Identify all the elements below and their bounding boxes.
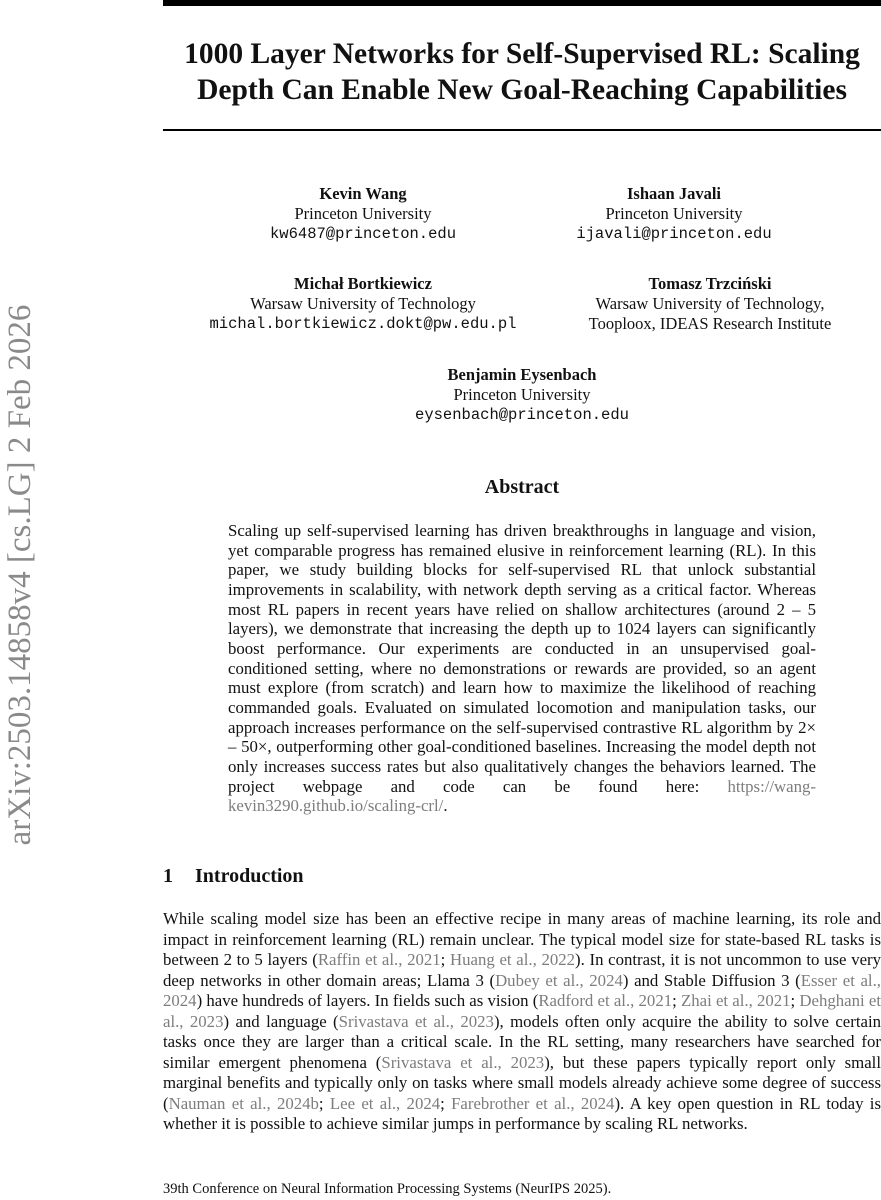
section-title: Introduction: [195, 865, 304, 887]
body-text: ), but these papers typically report only small marginal benefits and typically only on tasks where small models already achieve some degree of success (: [163, 1052, 881, 1113]
citation-link[interactable]: Raffin et al., 2021: [317, 950, 441, 969]
abstract-heading: Abstract: [484, 476, 560, 498]
top-rule: [163, 0, 881, 6]
footer-note: 39th Conference on Neural Information Processing Systems (NeurIPS 2025).: [163, 1181, 612, 1197]
body-text: ) have hundreds of layers. In fields such as vision (: [196, 991, 539, 1010]
body-text: ;: [790, 991, 800, 1010]
author-name: Kevin Wang: [319, 184, 407, 203]
author-name: Ishaan Javali: [627, 184, 721, 203]
body-text: ). In contrast, it is not uncommon to use very deep networks in other domain areas; Llama 3 (: [163, 950, 881, 990]
author-email[interactable]: eysenbach@princeton.edu: [415, 406, 629, 424]
section-heading: [163, 865, 304, 888]
intro-paragraph: [163, 909, 881, 1135]
author-block: [183, 274, 543, 334]
citation-link[interactable]: Esser et al., 2024: [163, 970, 881, 1010]
author-name: Benjamin Eysenbach: [447, 365, 597, 384]
section-number: 1: [163, 865, 173, 887]
citation-link[interactable]: Lee et al., 2024: [329, 1093, 441, 1113]
citation-link[interactable]: Huang et al., 2022: [450, 950, 576, 969]
author-affiliation: Princeton University: [605, 204, 743, 223]
author-affiliation: Warsaw University of Technology: [250, 294, 476, 313]
author-name: Tomasz Trzciński: [648, 274, 772, 293]
author-email[interactable]: ijavali@princeton.edu: [576, 225, 772, 243]
author-block: [183, 184, 543, 244]
title-line-2: Depth Can Enable New Goal-Reaching Capabilities: [197, 74, 847, 106]
project-url-link[interactable]: https://wang-kevin3290.github.io/scaling-crl/: [228, 776, 816, 816]
author-affiliation: Princeton University: [453, 385, 591, 404]
body-text: ). A key open question in RL today is whether it is possible to achieve similar jumps in performance by scaling RL networks.: [163, 1093, 881, 1133]
title-line-1: 1000 Layer Networks for Self-Supervised RL: Scaling: [184, 38, 860, 70]
body-text: ;: [440, 950, 451, 969]
author-block: [525, 274, 881, 334]
author-block: [494, 184, 854, 244]
author-affiliation: Princeton University: [294, 204, 432, 223]
body-text: Scaling up self-supervised learning has driven breakthroughs in language and vision, yet comparable progress has remained elusive in reinforcement learning (RL). In this paper, we study building blocks for self-supervised RL that unlock substantial improvements in scalability, with network depth serving as a critical factor. Whereas most RL papers in recent years have relied on shallow architectures (around 2 – 5 layers), we demonstrate that increasing the depth up to 1024 layers can significantly boost performance. Our experiments are conducted in an unsupervised goal-conditioned setting, where no demonstrations or rewards are provided, so an agent must explore (from scratch) and learn how to maximize the likelihood of reaching commanded goals. Evaluated on simulated locomotion and manipulation tasks, our approach increases performance on the self-supervised contrastive RL algorithm by 2× – 50×, outperforming other goal-conditioned baselines. Increasing the model depth not only increases success rates but also qualitatively changes the behaviors learned. The project webpage and code can be found here:: [228, 521, 816, 796]
author-block: [342, 365, 702, 425]
title-rule: [163, 129, 881, 131]
citation-link[interactable]: Farebrother et al., 2024: [451, 1093, 615, 1113]
author-email[interactable]: kw6487@princeton.edu: [269, 225, 457, 243]
citation-link[interactable]: Zhai et al., 2021: [680, 991, 791, 1010]
body-text: ) and Stable Diffusion 3 (: [622, 970, 801, 990]
body-text: While scaling model size has been an effective recipe in many areas of machine learning, its role and impact in reinforcement learning (RL) remain unclear. The typical model size for state-based RL tasks is between 2 to 5 layers (: [163, 909, 881, 969]
body-text: ) and language (: [223, 1011, 339, 1031]
arxiv-identifier: arXiv:2503.14858v4 [cs.LG] 2 Feb 2026: [2, 304, 38, 846]
author-email[interactable]: michal.bortkiewicz.dokt@pw.edu.pl: [209, 315, 517, 333]
citation-link[interactable]: Srivastava et al., 2023: [338, 1011, 494, 1031]
body-text: .: [443, 796, 448, 816]
citation-link[interactable]: Nauman et al., 2024b: [168, 1093, 319, 1113]
body-text: ;: [318, 1093, 330, 1113]
body-text: ;: [440, 1093, 452, 1113]
paper-title: [163, 36, 881, 108]
abstract-body: [228, 521, 816, 816]
body-text: ), models often only acquire the ability to solve certain tasks once they are larger than a critical scale. In the RL setting, many researchers have searched for similar emergent phenomena (: [163, 1011, 881, 1072]
citation-link[interactable]: Radford et al., 2021: [538, 991, 673, 1010]
citation-link[interactable]: Dubey et al., 2024: [495, 970, 623, 990]
author-affiliation-2: Tooploox, IDEAS Research Institute: [588, 314, 832, 333]
citation-link[interactable]: Srivastava et al., 2023: [381, 1052, 545, 1072]
citation-link[interactable]: Dehghani et al., 2023: [163, 991, 881, 1031]
author-name: Michał Bortkiewicz: [294, 274, 432, 293]
author-affiliation: Warsaw University of Technology,: [595, 294, 825, 313]
body-text: ;: [672, 991, 681, 1010]
